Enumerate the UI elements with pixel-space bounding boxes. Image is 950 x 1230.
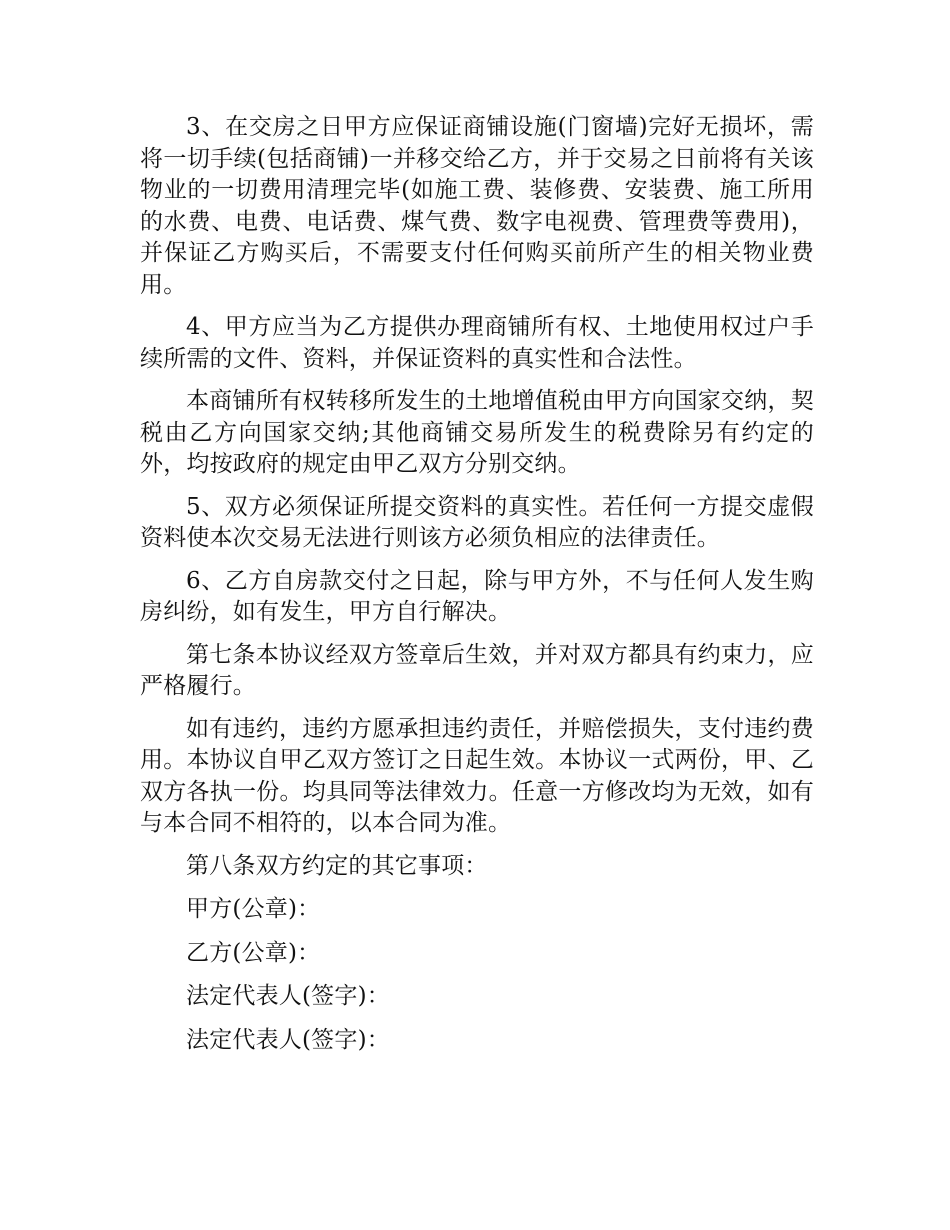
clause-4-paragraph: 4、甲方应当为乙方提供办理商铺所有权、土地使用权过户手续所需的文件、资料，并保证资料的真实性和合法性。 (140, 314, 814, 372)
clause-3-paragraph: 3、在交房之日甲方应保证商铺设施(门窗墙)完好无损坏，需将一切手续(包括商铺)一并移交给乙方，并于交易之日前将有关该物业的一切费用清理完毕(如施工费、装修费、安装费、施工所用的水费、电费、电话费、煤气费、数字电视费、管理费等费用)，并保证乙方购买后，不需要支付任何购买前所产生的相关物业费用。 (140, 114, 814, 298)
tax-paragraph: 本商铺所有权转移所发生的土地增值税由甲方向国家交纳，契税由乙方向国家交纳;其他商铺交易所发生的税费除另有约定的外，均按政府的规定由甲乙双方分别交纳。 (140, 388, 814, 477)
legal-rep-signature-line-1: 法定代表人(签字)： (186, 983, 390, 1009)
party-a-seal-line: 甲方(公章)： (186, 896, 321, 922)
legal-rep-signature-line-2: 法定代表人(签字)： (186, 1026, 390, 1053)
article-8-paragraph: 第八条双方约定的其它事项： (186, 852, 488, 879)
clause-5-paragraph: 5、双方必须保证所提交资料的真实性。若任何一方提交虚假资料使本次交易无法进行则该方必须负相应的法律责任。 (140, 493, 814, 551)
document-body (140, 112, 814, 1068)
breach-paragraph: 如有违约，违约方愿承担违约责任，并赔偿损失，支付违约费用。本协议自甲乙双方签订之日起生效。本协议一式两份，甲、乙双方各执一份。均具同等法律效力。任意一方修改均为无效，如有与本合同不相符的，以本合同为准。 (140, 715, 814, 836)
article-7-paragraph: 第七条本协议经双方签章后生效，并对双方都具有约束力，应严格履行。 (140, 641, 814, 699)
party-b-seal-line: 乙方(公章)： (186, 939, 321, 966)
clause-6-paragraph: 6、乙方自房款交付之日起，除与甲方外，不与任何人发生购房纠纷，如有发生，甲方自行解决。 (140, 567, 814, 625)
